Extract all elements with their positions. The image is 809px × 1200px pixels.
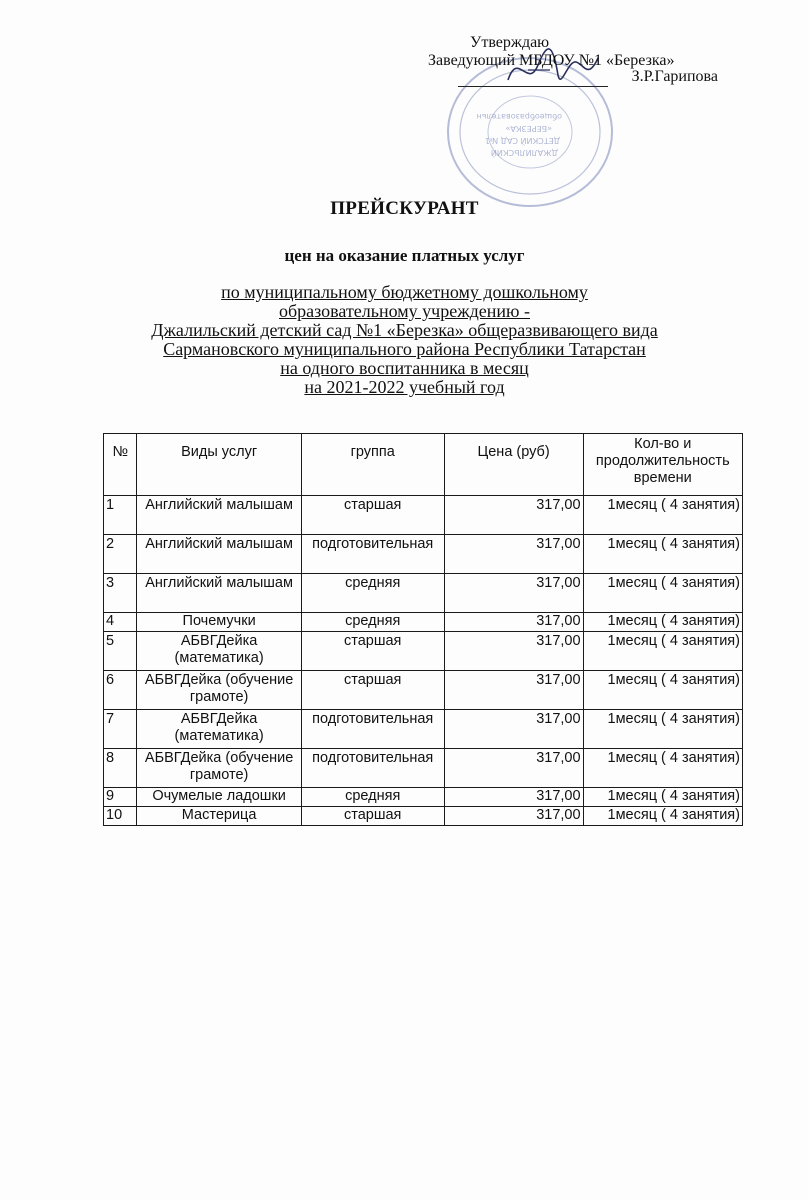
table-row [104, 574, 743, 613]
cell-group: средняя [301, 574, 444, 613]
cell-num: 6 [104, 671, 137, 710]
cell-duration: 1месяц ( 4 занятия) [583, 632, 742, 671]
header-num: № [104, 434, 137, 496]
cell-price: 317,00 [444, 710, 583, 749]
cell-duration: 1месяц ( 4 занятия) [583, 807, 742, 826]
cell-service: Мастерица [137, 807, 301, 826]
cell-num: 7 [104, 710, 137, 749]
cell-duration: 1месяц ( 4 занятия) [583, 613, 742, 632]
cell-price: 317,00 [444, 749, 583, 788]
cell-price: 317,00 [444, 574, 583, 613]
cell-num: 4 [104, 613, 137, 632]
cell-duration: 1месяц ( 4 занятия) [583, 535, 742, 574]
cell-price: 317,00 [444, 807, 583, 826]
table-header-row [104, 434, 743, 496]
cell-service: АБВГДейка (обучение грамоте) [137, 671, 301, 710]
approval-position: Заведующий МБДОУ №1 «Березка» [428, 52, 675, 69]
cell-num: 1 [104, 496, 137, 535]
cell-price: 317,00 [444, 671, 583, 710]
table-row [104, 535, 743, 574]
approval-title: Утверждаю [470, 34, 550, 51]
header-group: группа [301, 434, 444, 496]
cell-service: Очумелые ладошки [137, 788, 301, 807]
cell-service: Почемучки [137, 613, 301, 632]
cell-group: средняя [301, 788, 444, 807]
cell-price: 317,00 [444, 496, 583, 535]
cell-num: 8 [104, 749, 137, 788]
cell-group: старшая [301, 671, 444, 710]
cell-duration: 1месяц ( 4 занятия) [583, 749, 742, 788]
cell-num: 2 [104, 535, 137, 574]
table-row [104, 671, 743, 710]
table-row [104, 496, 743, 535]
svg-text:общеобразовательн: общеобразовательн [476, 112, 562, 121]
cell-duration: 1месяц ( 4 занятия) [583, 574, 742, 613]
desc-line: Джалильский детский сад №1 «Березка» общеразвивающего вида [151, 320, 658, 340]
cell-group: старшая [301, 496, 444, 535]
cell-service: Английский малышам [137, 535, 301, 574]
svg-text:ДЕТСКИЙ САД №1: ДЕТСКИЙ САД №1 [484, 136, 560, 145]
cell-duration: 1месяц ( 4 занятия) [583, 671, 742, 710]
cell-num: 9 [104, 788, 137, 807]
table-row [104, 632, 743, 671]
cell-service: АБВГДейка (математика) [137, 710, 301, 749]
cell-duration: 1месяц ( 4 занятия) [583, 710, 742, 749]
cell-group: старшая [301, 632, 444, 671]
desc-line: на 2021-2022 учебный год [304, 377, 505, 397]
cell-service: АБВГДейка (обучение грамоте) [137, 749, 301, 788]
cell-price: 317,00 [444, 613, 583, 632]
header-service: Виды услуг [137, 434, 301, 496]
document-description [0, 283, 809, 397]
header-duration: Кол-во и продолжительность времени [583, 434, 742, 496]
table-row [104, 807, 743, 826]
cell-price: 317,00 [444, 788, 583, 807]
cell-price: 317,00 [444, 632, 583, 671]
document-subtitle: цен на оказание платных услуг [284, 246, 525, 265]
approval-name: З.Р.Гарипова [631, 68, 718, 85]
svg-text:«БЕРЕЗКА»: «БЕРЕЗКА» [505, 124, 552, 133]
cell-num: 10 [104, 807, 137, 826]
cell-duration: 1месяц ( 4 занятия) [583, 496, 742, 535]
cell-num: 5 [104, 632, 137, 671]
cell-group: подготовительная [301, 710, 444, 749]
table-row [104, 613, 743, 632]
cell-group: средняя [301, 613, 444, 632]
cell-group: подготовительная [301, 535, 444, 574]
table-row [104, 788, 743, 807]
desc-line: по муниципальному бюджетному дошкольному [221, 282, 588, 302]
table-row [104, 749, 743, 788]
svg-text:ДЖАЛИЛЬСКИЙ: ДЖАЛИЛЬСКИЙ [490, 148, 558, 157]
cell-service: АБВГДейка (математика) [137, 632, 301, 671]
cell-duration: 1месяц ( 4 занятия) [583, 788, 742, 807]
cell-service: Английский малышам [137, 496, 301, 535]
cell-num: 3 [104, 574, 137, 613]
desc-line: Сармановского муниципального района Республики Татарстан [163, 339, 646, 359]
desc-line: на одного воспитанника в месяц [280, 358, 529, 378]
table-row [104, 710, 743, 749]
approval-name-row [428, 68, 718, 86]
desc-line: образовательному учреждению - [279, 301, 530, 321]
price-table [103, 433, 743, 826]
signature-line [458, 86, 608, 87]
cell-price: 317,00 [444, 535, 583, 574]
cell-service: Английский малышам [137, 574, 301, 613]
header-price: Цена (руб) [444, 434, 583, 496]
document-title: ПРЕЙСКУРАНТ [330, 198, 479, 219]
cell-group: подготовительная [301, 749, 444, 788]
cell-group: старшая [301, 807, 444, 826]
